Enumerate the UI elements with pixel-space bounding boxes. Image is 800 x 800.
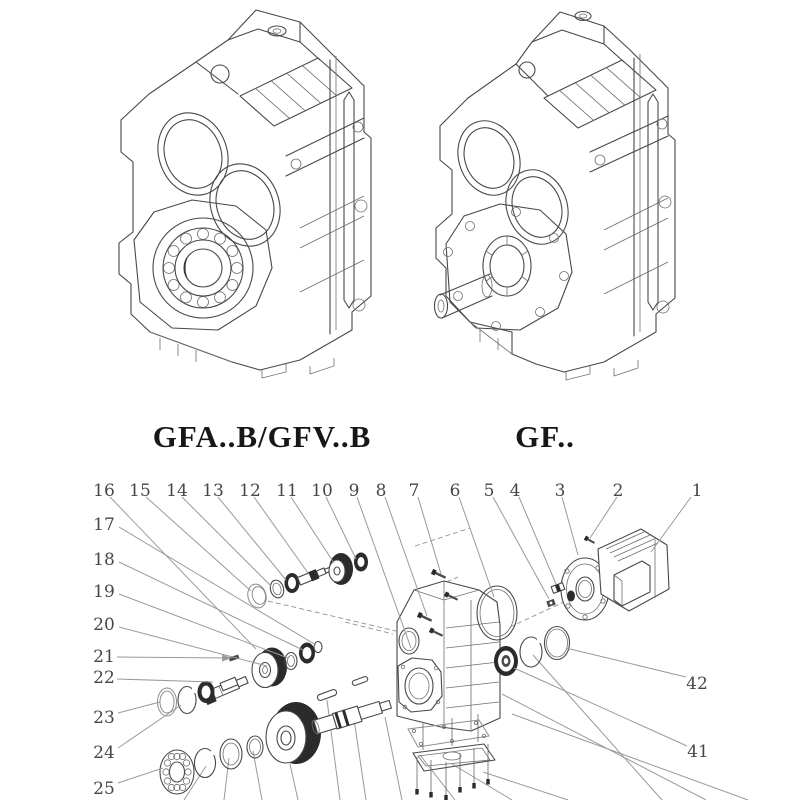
input-bore <box>147 103 240 205</box>
callout-number-18: 18 <box>93 550 115 570</box>
leader-line-2 <box>590 497 617 538</box>
end-cap <box>245 582 269 610</box>
gear-housing <box>397 581 500 800</box>
callout-number-11: 11 <box>276 481 298 501</box>
leader-line-18 <box>119 562 303 650</box>
snap-ring <box>195 749 217 778</box>
callout-number-9: 9 <box>348 481 360 501</box>
seal-ring <box>220 739 242 769</box>
leader-line-7 <box>418 497 441 574</box>
retaining-ring <box>314 642 322 653</box>
callout-number-3: 3 <box>554 481 566 501</box>
callout-number-16: 16 <box>93 481 115 501</box>
motor <box>546 529 669 620</box>
callout-number-8: 8 <box>375 481 387 501</box>
leader-line-22 <box>117 679 213 682</box>
input-shaft-assembly <box>245 553 368 610</box>
callout-number-5: 5 <box>483 481 495 501</box>
output-bearing-boss <box>134 200 272 330</box>
callout-number-23: 23 <box>93 708 115 728</box>
output-gear <box>266 702 321 764</box>
callout-number-24: 24 <box>93 743 115 763</box>
shaft-key <box>352 676 369 686</box>
output-shaft <box>310 697 392 736</box>
callout-number-22: 22 <box>93 668 115 688</box>
leader-line-10 <box>326 497 356 559</box>
callout-number-6: 6 <box>449 481 461 501</box>
o-ring <box>545 627 570 660</box>
oil-seal <box>158 688 177 716</box>
leader-line-24 <box>118 705 181 748</box>
second-bore <box>496 161 578 253</box>
leader-line-42 <box>566 648 686 677</box>
bearing <box>198 681 215 703</box>
leader-line-6 <box>459 497 494 597</box>
motor-bolt <box>584 536 596 545</box>
bearing <box>354 553 368 572</box>
output-shaft <box>435 274 493 318</box>
leader-line-12 <box>254 497 308 573</box>
model-label-left: GFA..B/GFV..B <box>152 419 372 454</box>
spacer-ring <box>285 653 297 670</box>
callout-number-10: 10 <box>311 481 333 501</box>
callout-number-4: 4 <box>509 481 521 501</box>
input-pinion-shaft <box>297 564 331 586</box>
intermediate-gear <box>252 648 287 688</box>
callout-number-19: 19 <box>93 582 115 602</box>
callout-number-2: 2 <box>612 481 624 501</box>
callout-number-7: 7 <box>408 481 420 501</box>
leader-line-4 <box>519 497 556 584</box>
callout-number-42: 42 <box>686 674 708 694</box>
snap-ring <box>178 687 197 714</box>
input-gear <box>329 553 353 585</box>
callout-number-15: 15 <box>129 481 151 501</box>
snap-ring <box>520 637 542 667</box>
model-label-right: GF.. <box>515 419 575 454</box>
intermediate-shaft-assembly <box>201 642 322 706</box>
seal-ring <box>268 579 285 600</box>
callout-number-20: 20 <box>93 615 115 635</box>
callout-number-25: 25 <box>93 779 115 799</box>
leader-line-15 <box>146 497 251 591</box>
input-bore <box>448 112 530 204</box>
spacer-ring <box>247 736 263 758</box>
callout-number-14: 14 <box>166 481 188 501</box>
motor-bearing <box>494 646 518 676</box>
callout-number-21: 21 <box>93 647 115 667</box>
ball-bearing <box>160 750 194 794</box>
callout-number-1: 1 <box>691 481 703 501</box>
exploded-view <box>158 528 749 800</box>
callout-number-12: 12 <box>239 481 261 501</box>
leader-line-20 <box>119 627 267 666</box>
leader-line-1 <box>651 497 691 552</box>
leader-line-9 <box>357 497 411 648</box>
gasket <box>408 720 489 747</box>
figure-gf-drawing <box>435 12 676 381</box>
leader-line-23 <box>118 702 160 713</box>
leader-line-16 <box>110 497 256 649</box>
shaft-key <box>317 689 338 701</box>
leader-line-3 <box>562 497 578 555</box>
oil-pan <box>413 744 495 771</box>
leader-line-41 <box>514 668 687 746</box>
leader-line-25 <box>118 768 163 783</box>
output-shaft-assembly <box>158 676 393 794</box>
leader-line-11 <box>291 497 334 563</box>
bearing <box>285 573 300 593</box>
figure-gfab-gfvb-drawing <box>119 10 371 378</box>
output-flange <box>435 204 573 331</box>
callout-number-17: 17 <box>93 515 115 535</box>
leader-line-8 <box>385 497 427 616</box>
bearing <box>299 643 315 664</box>
motor-shaft-pinion <box>567 591 575 602</box>
callout-number-41: 41 <box>687 742 709 762</box>
callout-number-13: 13 <box>202 481 224 501</box>
leader-line-21 <box>117 657 228 658</box>
